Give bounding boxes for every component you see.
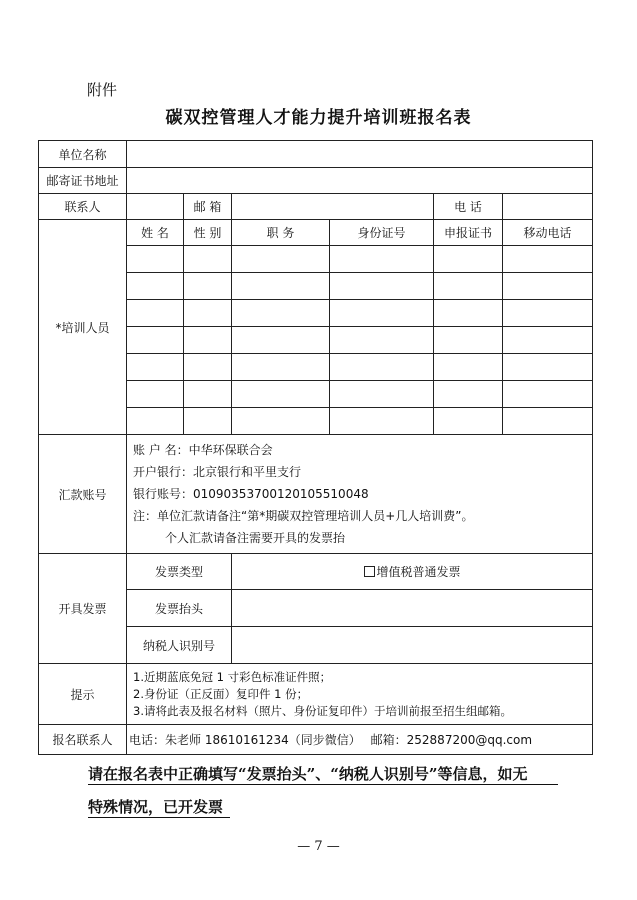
- trainee-cell[interactable]: [330, 327, 434, 354]
- trainee-cell[interactable]: [503, 408, 593, 435]
- col-header-gender: 性 别: [184, 220, 232, 246]
- remittance-info: [127, 435, 593, 554]
- trainee-cell[interactable]: [184, 408, 232, 435]
- trainee-cell[interactable]: [330, 381, 434, 408]
- contact-person-label: 联系人: [39, 194, 127, 220]
- tip-item: 2.身份证（正反面）复印件 1 份；: [133, 686, 309, 701]
- trainees-label: *培训人员: [39, 220, 127, 435]
- taxpayer-id-field[interactable]: [232, 627, 593, 664]
- col-header-mobile: 移动电话: [503, 220, 593, 246]
- trainee-cell[interactable]: [232, 381, 330, 408]
- trainee-cell[interactable]: [184, 246, 232, 273]
- trainee-cell[interactable]: [184, 381, 232, 408]
- tip-item: 3.请将此表及报名材料（照片、身份证复印件）于培训前报至招生组邮箱。: [133, 703, 512, 718]
- invoice-label: 开具发票: [39, 554, 127, 664]
- trainee-cell[interactable]: [127, 300, 184, 327]
- trainee-cell[interactable]: [232, 273, 330, 300]
- remittance-note: 注：单位汇款请备注“第*期碳双控管理培训人员+几人培训费”。: [133, 509, 474, 523]
- notice-line-2: 特殊情况，已开发票: [88, 797, 230, 818]
- page-number: — 7 —: [297, 839, 340, 854]
- notice-line-1: 请在报名表中正确填写“发票抬头”、“纳税人识别号”等信息，如无: [88, 764, 558, 785]
- tips-label: 提示: [39, 664, 127, 725]
- trainee-cell[interactable]: [232, 327, 330, 354]
- trainee-cell[interactable]: [184, 300, 232, 327]
- attachment-label: 附件: [87, 81, 118, 99]
- registration-form-table: [38, 140, 593, 755]
- col-header-name: 姓 名: [127, 220, 184, 246]
- registration-contact-label: 报名联系人: [39, 725, 127, 755]
- remittance-note-2: 个人汇款请备注需要开具的发票抬: [165, 531, 346, 545]
- email-label: 邮 箱: [184, 194, 232, 220]
- col-header-certificate: 申报证书: [434, 220, 503, 246]
- taxpayer-id-label: 纳税人识别号: [127, 627, 232, 664]
- phone-label: 电 话: [434, 194, 503, 220]
- trainee-cell[interactable]: [503, 381, 593, 408]
- email-field[interactable]: [232, 194, 434, 220]
- trainee-cell[interactable]: [127, 381, 184, 408]
- trainee-cell[interactable]: [434, 273, 503, 300]
- trainee-cell[interactable]: [232, 300, 330, 327]
- mail-address-label: 邮寄证书地址: [39, 168, 127, 194]
- trainee-cell[interactable]: [127, 354, 184, 381]
- registration-phone: 电话：朱老师 18610161234（同步微信）: [129, 733, 361, 747]
- trainee-cell[interactable]: [434, 327, 503, 354]
- trainee-cell[interactable]: [330, 246, 434, 273]
- registration-email: 邮箱：252887200@qq.com: [370, 733, 533, 747]
- tips-content: [127, 664, 593, 725]
- unit-name-label: 单位名称: [39, 141, 127, 168]
- col-header-position: 职 务: [232, 220, 330, 246]
- checkbox-icon[interactable]: [364, 566, 375, 577]
- tip-item: 1.近期蓝底免冠 1 寸彩色标准证件照；: [133, 669, 332, 684]
- trainee-cell[interactable]: [127, 273, 184, 300]
- trainee-cell[interactable]: [434, 408, 503, 435]
- invoice-header-field[interactable]: [232, 590, 593, 627]
- trainee-cell[interactable]: [127, 408, 184, 435]
- trainee-cell[interactable]: [330, 273, 434, 300]
- mail-address-field[interactable]: [127, 168, 593, 194]
- trainee-cell[interactable]: [330, 354, 434, 381]
- unit-name-field[interactable]: [127, 141, 593, 168]
- trainee-cell[interactable]: [184, 327, 232, 354]
- trainee-cell[interactable]: [503, 354, 593, 381]
- registration-contact-info: [127, 725, 593, 755]
- trainee-cell[interactable]: [503, 300, 593, 327]
- account-name-text: 账 户 名：中华环保联合会: [133, 443, 273, 457]
- phone-field[interactable]: [503, 194, 593, 220]
- trainee-cell[interactable]: [434, 246, 503, 273]
- form-title: 碳双控管理人才能力提升培训班报名表: [165, 108, 472, 128]
- invoice-type-value: 增值税普通发票: [376, 565, 461, 579]
- invoice-type-option[interactable]: [232, 554, 593, 590]
- bank-text: 开户银行：北京银行和平里支行: [133, 465, 302, 479]
- remittance-label: 汇款账号: [39, 435, 127, 554]
- trainee-cell[interactable]: [503, 273, 593, 300]
- invoice-header-label: 发票抬头: [127, 590, 232, 627]
- trainee-cell[interactable]: [184, 273, 232, 300]
- trainee-cell[interactable]: [330, 408, 434, 435]
- trainee-cell[interactable]: [434, 300, 503, 327]
- invoice-type-label: 发票类型: [127, 554, 232, 590]
- trainee-cell[interactable]: [503, 246, 593, 273]
- trainee-cell[interactable]: [232, 246, 330, 273]
- trainee-cell[interactable]: [232, 354, 330, 381]
- trainee-cell[interactable]: [127, 327, 184, 354]
- trainee-cell[interactable]: [434, 381, 503, 408]
- trainee-cell[interactable]: [232, 408, 330, 435]
- trainee-cell[interactable]: [503, 327, 593, 354]
- trainee-cell[interactable]: [434, 354, 503, 381]
- account-number-text: 银行账号：01090353700120105510048: [133, 487, 369, 501]
- trainee-cell[interactable]: [127, 246, 184, 273]
- trainee-cell[interactable]: [330, 300, 434, 327]
- contact-person-field[interactable]: [127, 194, 184, 220]
- col-header-id-number: 身份证号: [330, 220, 434, 246]
- trainee-cell[interactable]: [184, 354, 232, 381]
